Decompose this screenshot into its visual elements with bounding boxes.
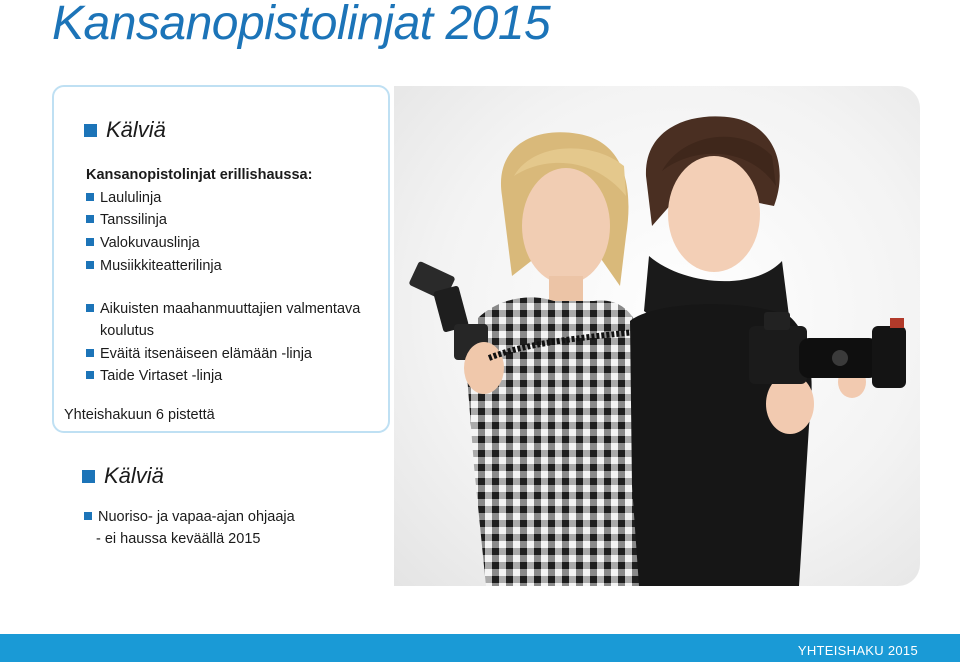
list-item-label: Tanssilinja — [100, 212, 167, 228]
list-item — [86, 209, 167, 231]
info-box — [52, 85, 390, 433]
list-item-label: Aikuisten maahanmuuttajien valmentava — [100, 301, 361, 317]
bullet-square-icon — [86, 371, 94, 379]
list-item-label: Musiikkiteatterilinja — [100, 258, 222, 274]
list-item — [86, 255, 222, 277]
bullet-square-icon — [82, 470, 95, 483]
photo-two-photographers — [394, 86, 920, 586]
location-label: Kälviä — [104, 463, 164, 488]
location-heading — [84, 117, 166, 143]
list-item-label: Taide Virtaset -linja — [100, 368, 223, 384]
bullet-square-icon — [84, 124, 97, 137]
photo-illustration — [394, 86, 920, 586]
location-heading-2 — [82, 463, 164, 489]
list-item-label: Eväitä itsenäiseen elämään -linja — [100, 346, 312, 362]
footer-label: YHTEISHAKU 2015 — [797, 643, 918, 658]
bullet-square-icon — [86, 304, 94, 312]
list-item — [86, 232, 200, 254]
list-item — [86, 365, 222, 387]
list-item — [86, 298, 360, 320]
bullet-square-icon — [86, 215, 94, 223]
points-note: Yhteishakuun 6 pistettä — [64, 407, 215, 423]
bullet-square-icon — [86, 349, 94, 357]
list-item — [84, 506, 295, 528]
bullet-square-icon — [84, 512, 92, 520]
bullet-square-icon — [86, 261, 94, 269]
list-item-label: Nuoriso- ja vapaa-ajan ohjaaja — [98, 509, 295, 525]
list-item-continuation: koulutus — [100, 323, 155, 339]
list-item — [86, 343, 312, 365]
list-item-label: Valokuvauslinja — [100, 235, 200, 251]
footer-bar — [0, 634, 960, 662]
bullet-square-icon — [86, 238, 94, 246]
box-heading: Kansanopistolinjat erillishaussa: — [86, 167, 313, 183]
page-title: Kansanopistolinjat 2015 — [52, 0, 551, 50]
list-item-label: Laululinja — [100, 190, 162, 206]
availability-note: - ei haussa keväällä 2015 — [96, 531, 261, 547]
location-label: Kälviä — [106, 117, 166, 142]
bullet-square-icon — [86, 193, 94, 201]
list-item — [86, 187, 161, 209]
